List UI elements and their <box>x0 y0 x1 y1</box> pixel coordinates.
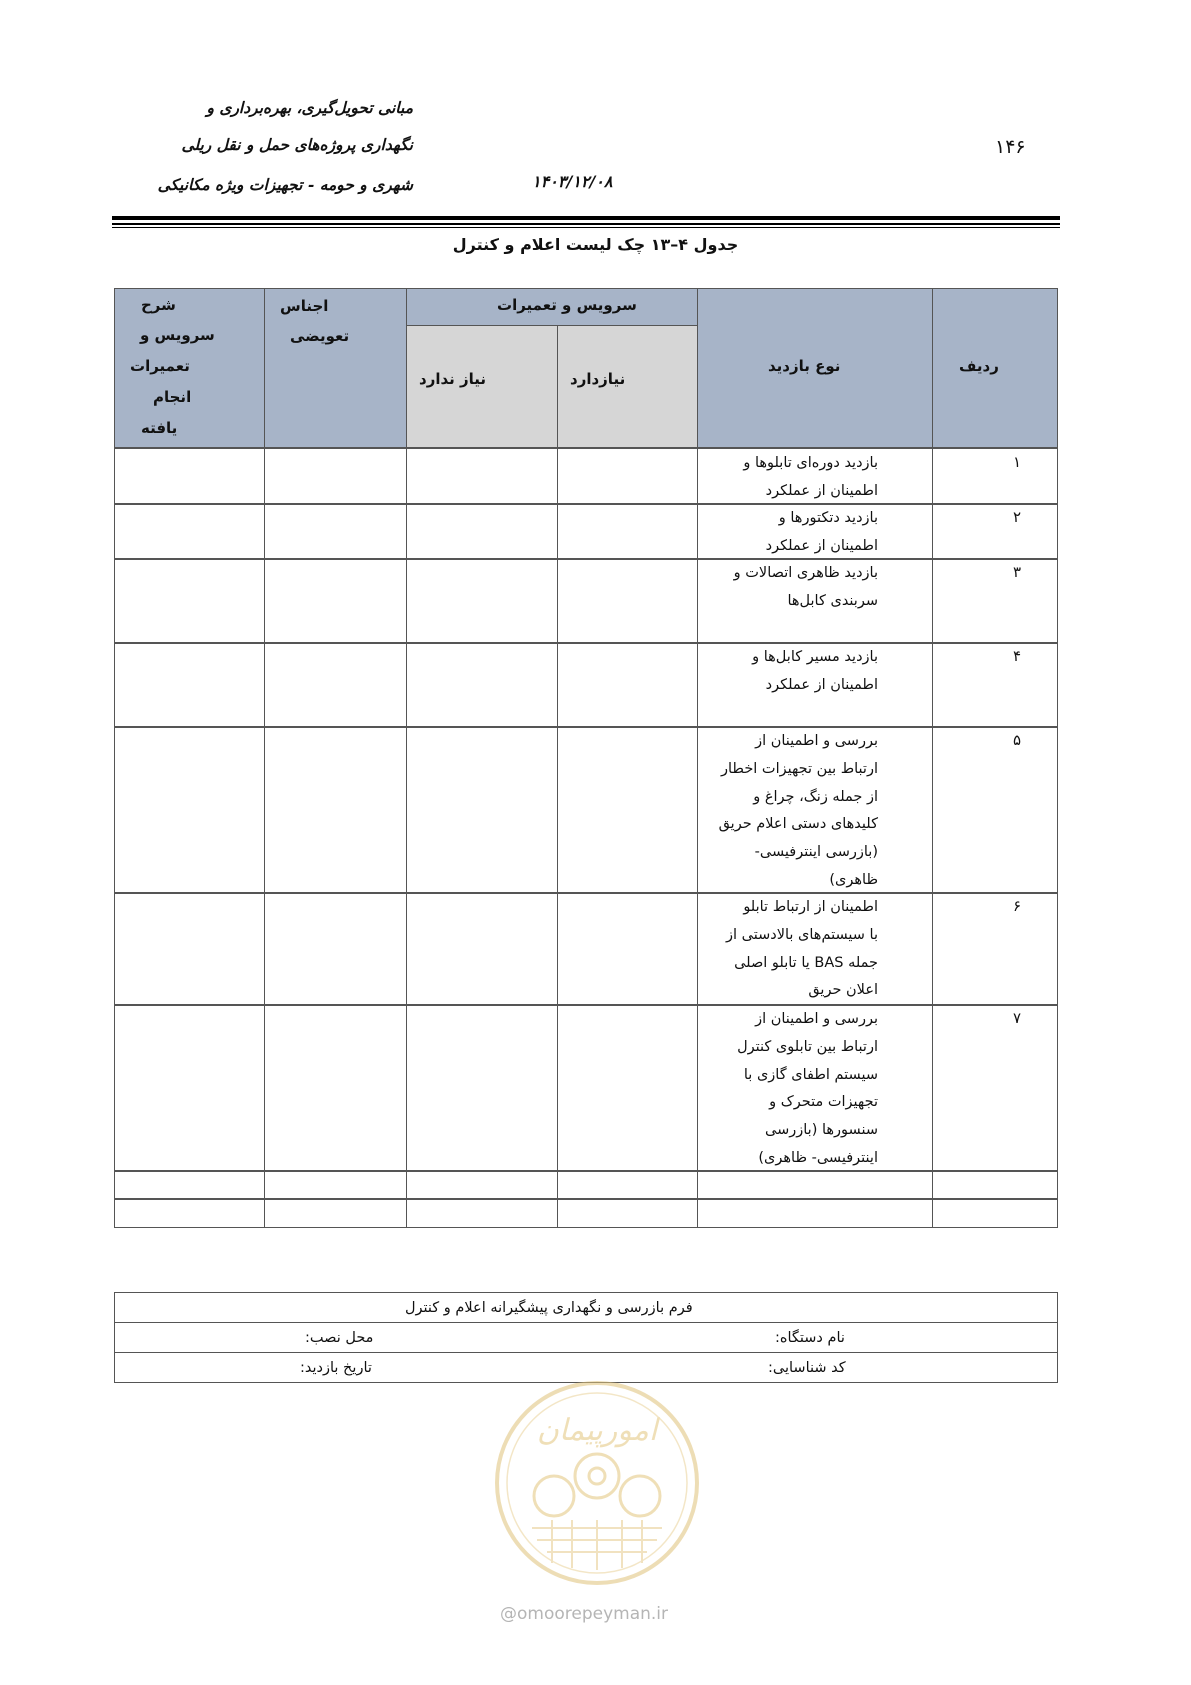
row-number: ۳ <box>1013 563 1022 581</box>
visit-type-line: بازدید مسیر کابل‌ها و <box>752 649 878 665</box>
row-number: ۵ <box>1013 731 1022 749</box>
header-replacement-line: اجناس <box>280 297 329 315</box>
replacement-parts-cell <box>264 1198 407 1228</box>
header-row-label: ردیف <box>959 357 999 375</box>
description-cell <box>114 1004 265 1172</box>
needed-cell <box>557 1170 698 1200</box>
not-needed-cell <box>406 642 558 728</box>
visit-type-line: تجهیزات متحرک و <box>769 1094 878 1111</box>
header-divider <box>112 227 1060 228</box>
description-cell <box>114 503 265 560</box>
visit-type-line: بررسی و اطمینان از <box>755 733 878 749</box>
not-needed-cell <box>406 558 558 644</box>
visit-type-line: (بازرسی اینترفیسی- <box>754 844 878 861</box>
header-cell-replacement-parts <box>264 288 407 448</box>
visit-type-cell <box>697 1198 933 1228</box>
header-needed-label: نیازدارد <box>570 370 626 388</box>
replacement-parts-cell <box>264 503 407 560</box>
header-not-needed-label: نیاز ندارد <box>419 370 487 388</box>
needed-cell <box>557 642 698 728</box>
description-cell <box>114 892 265 1006</box>
header-date: ۱۴۰۳/۱۲/۰۸ <box>532 172 613 191</box>
visit-type-line: از جمله زنگ، چراغ و <box>753 788 878 805</box>
device-name-label: نام دستگاه: <box>775 1330 845 1346</box>
replacement-parts-cell <box>264 892 407 1006</box>
not-needed-cell <box>406 448 558 505</box>
visit-type-line: اطمینان از عملکرد <box>765 676 878 693</box>
header-cell-row <box>932 288 1058 448</box>
header-description-line: تعمیرات <box>130 357 190 375</box>
row-number: ۲ <box>1013 508 1022 526</box>
visit-type-line: کلیدهای دستی اعلام حریق <box>718 816 878 833</box>
header-title-line2: نگهداری پروژه‌های حمل و نقل ریلی <box>181 135 413 154</box>
replacement-parts-cell <box>264 726 407 894</box>
row-number-cell <box>932 892 1058 1006</box>
visit-type-line: اینترفیسی- ظاهری) <box>758 1150 878 1166</box>
visit-type-line: اعلان حریق <box>808 982 878 999</box>
needed-cell <box>557 503 698 560</box>
needed-cell <box>557 558 698 644</box>
header-description-line: انجام <box>153 388 192 406</box>
replacement-parts-cell <box>264 1004 407 1172</box>
table-caption: جدول ۴–۱۳ چک لیست اعلام و کنترل <box>452 235 739 254</box>
needed-cell <box>557 1198 698 1228</box>
visit-type-line: ارتباط بین تابلوی کنترل <box>737 1038 878 1055</box>
not-needed-cell <box>406 726 558 894</box>
header-cell-visit-type <box>697 288 933 448</box>
watermark-site-text: omoorepeyman.ir <box>517 1604 669 1624</box>
description-cell <box>114 1198 265 1228</box>
not-needed-cell <box>406 1170 558 1200</box>
watermark-site: @omoorepeyman.ir <box>500 1604 669 1624</box>
replacement-parts-cell <box>264 1170 407 1200</box>
replacement-parts-cell <box>264 448 407 505</box>
header-visit-type-label: نوع بازدید <box>768 357 841 375</box>
visit-type-line: بازدید ظاهری اتصالات و <box>733 565 878 581</box>
header-description-line: یافته <box>141 419 178 437</box>
header-replacement-line: تعویضی <box>290 327 350 345</box>
header-divider <box>112 216 1060 220</box>
visit-type-line: بازدید دوره‌ای تابلوها و <box>743 455 878 471</box>
visit-type-line: ارتباط بین تجهیزات اخطار <box>721 760 878 777</box>
header-cell-needed <box>557 325 698 448</box>
row-number: ۶ <box>1013 897 1022 915</box>
header-title-line3: شهری و حومه - تجهیزات ویژه مکانیکی <box>157 175 413 194</box>
row-number-cell <box>932 1004 1058 1172</box>
visit-type-line: اطمینان از ارتباط تابلو <box>743 899 878 915</box>
not-needed-cell <box>406 1004 558 1172</box>
row-number-cell <box>932 1198 1058 1228</box>
needed-cell <box>557 726 698 894</box>
needed-cell <box>557 1004 698 1172</box>
not-needed-cell <box>406 1198 558 1228</box>
visit-date-label: تاریخ بازدید: <box>300 1360 372 1376</box>
visit-type-line: اطمینان از عملکرد <box>765 482 878 499</box>
description-cell <box>114 558 265 644</box>
visit-type-cell <box>697 892 933 1006</box>
visit-type-line: بررسی و اطمینان از <box>755 1011 878 1027</box>
visit-type-line: ظاهری) <box>829 872 878 888</box>
visit-type-cell <box>697 448 933 505</box>
row-number: ۴ <box>1013 647 1022 665</box>
row-number-cell <box>932 642 1058 728</box>
visit-type-cell <box>697 1004 933 1172</box>
visit-type-cell <box>697 558 933 644</box>
watermark-logo <box>492 1378 702 1588</box>
header-cell-not-needed <box>406 325 558 448</box>
visit-type-cell <box>697 726 933 894</box>
visit-type-cell <box>697 642 933 728</box>
header-description-line: سرویس و <box>140 326 215 344</box>
header-divider <box>112 223 1060 225</box>
watermark-logo-text: امورپیمان <box>536 1413 658 1448</box>
install-location-label: محل نصب: <box>305 1330 374 1346</box>
replacement-parts-cell <box>264 558 407 644</box>
visit-type-line: بازدید دتکتورها و <box>778 510 878 526</box>
not-needed-cell <box>406 892 558 1006</box>
id-code-label: کد شناسایی: <box>768 1360 846 1376</box>
header-cell-service-group <box>406 288 698 326</box>
row-number-cell <box>932 448 1058 505</box>
visit-type-line: اطمینان از عملکرد <box>765 537 878 554</box>
form-title-row <box>114 1292 1058 1323</box>
row-number-cell <box>932 1170 1058 1200</box>
visit-type-line: سنسورها (بازرسی <box>765 1122 878 1139</box>
form-row-device <box>114 1322 1058 1353</box>
row-number-cell <box>932 503 1058 560</box>
header-cell-description <box>114 288 265 448</box>
description-cell <box>114 726 265 894</box>
page-number: ۱۴۶ <box>995 136 1026 158</box>
row-number-cell <box>932 558 1058 644</box>
visit-type-line: سربندی کابل‌ها <box>787 592 878 609</box>
checklist-table <box>114 288 1058 1390</box>
header-title-line1: مبانی تحویل‌گیری، بهره‌برداری و <box>206 98 413 117</box>
row-number-cell <box>932 726 1058 894</box>
needed-cell <box>557 448 698 505</box>
needed-cell <box>557 892 698 1006</box>
visit-type-cell <box>697 503 933 560</box>
description-cell <box>114 448 265 505</box>
visit-type-line: سیستم اطفای گازی با <box>743 1066 878 1083</box>
not-needed-cell <box>406 503 558 560</box>
header-service-group-label: سرویس و تعمیرات <box>497 296 637 314</box>
row-number: ۱ <box>1013 453 1022 471</box>
visit-type-line: با سیستم‌های بالادستی از <box>725 926 878 943</box>
visit-type-line: جمله BAS یا تابلو اصلی <box>734 954 878 971</box>
visit-type-cell <box>697 1170 933 1200</box>
replacement-parts-cell <box>264 642 407 728</box>
description-cell <box>114 642 265 728</box>
row-number: ۷ <box>1013 1009 1022 1027</box>
header-description-line: شرح <box>141 296 176 314</box>
description-cell <box>114 1170 265 1200</box>
form-title: فرم بازرسی و نگهداری پیشگیرانه اعلام و کنترل <box>405 1300 693 1316</box>
